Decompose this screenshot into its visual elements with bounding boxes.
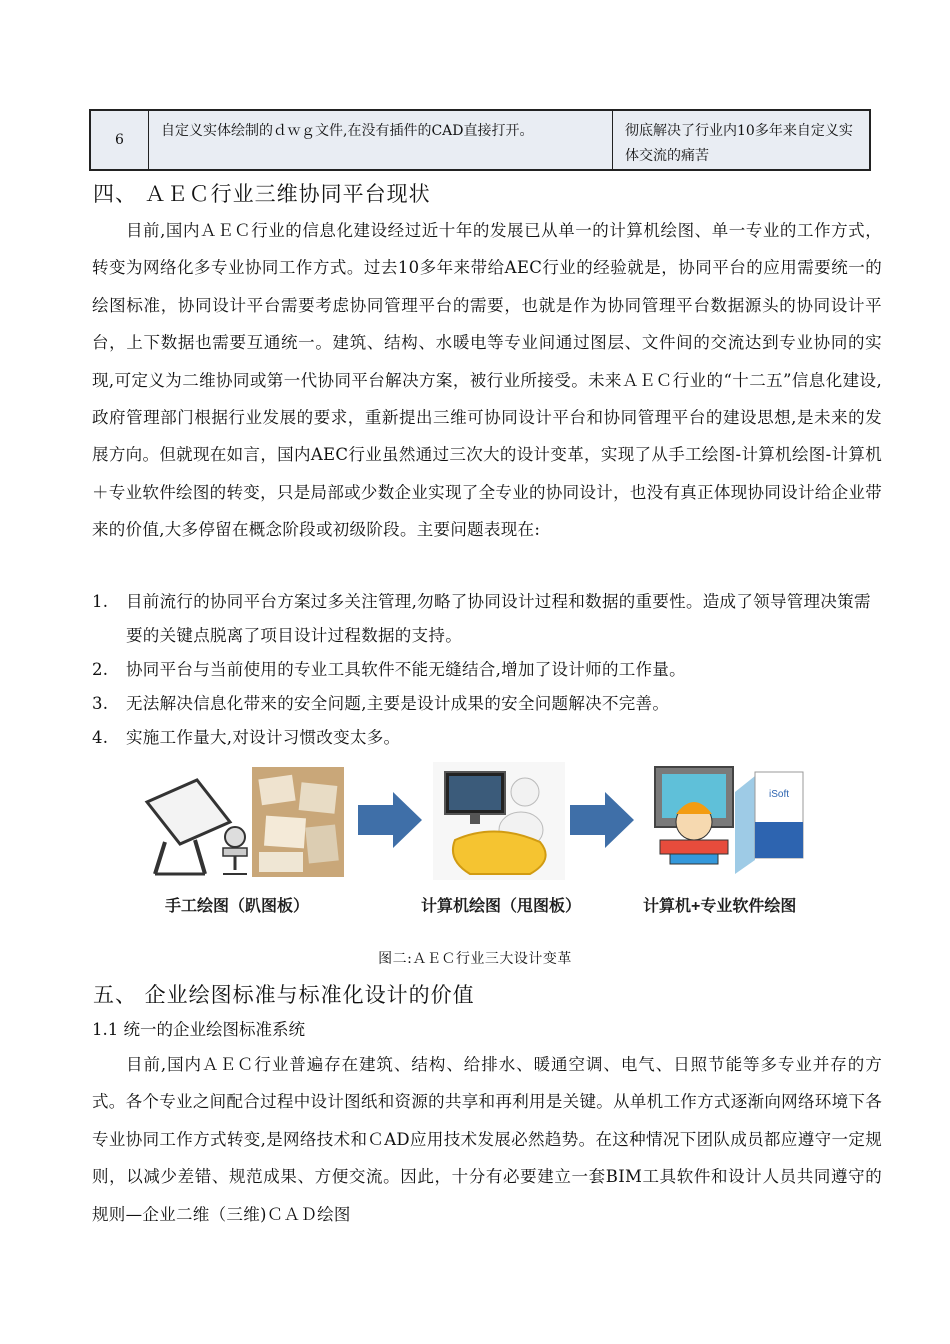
arrow-icon — [358, 792, 422, 848]
software-box-illustration — [735, 772, 803, 874]
software-box-label: iSoft — [768, 789, 790, 800]
section-5-paragraph: 目前,国内ＡＥＣ行业普遍存在建筑、结构、给排水、暖通空调、电气、日照节能等多专业并存的方式。各个专业之间配合过程中设计图纸和资源的共享和再利用是关键。从单机工作方式逐渐向网络环境下各专业协同工作方式转变,是网络技术和ＣAD应用技术发展必然趋势。在这种情况下团队成员都应遵守一定规则，以减少差错、规范成果、方便交流。因此，十分有必要建立一套BIM工具软件和设计人员共同遵守的规则—企业二维（三维)ＣＡＤ绘图 — [92, 1055, 882, 1224]
paper-drawings-photo — [252, 767, 344, 877]
problem-list — [92, 585, 882, 755]
drafting-table-illustration — [135, 762, 250, 880]
list-item: 1. 目前流行的协同平台方案过多关注管理,勿略了协同设计过程和数据的重要性。造成了领导管理决策需要的关键点脱离了项目设计过程数据的支持。 — [92, 592, 871, 645]
software-user-illustration — [655, 767, 733, 864]
row-number: 6 — [91, 111, 149, 169]
section-4-paragraph: 目前,国内ＡＥＣ行业的信息化建设经过近十年的发展已从单一的计算机绘图、单一专业的工作方式，转变为网络化多专业协同工作方式。过去10多年来带给AEC行业的经验就是，协同平台的应用需要统一的绘图标准，协同设计平台需要考虑协同管理平台的需要，也就是作为协同管理平台数据源头的协同设计平台，上下数据也需要互通统一。建筑、结构、水暖电等专业间通过图层、文件间的交流达到专业协同的实现,可定义为二维协同或第一代协同平台解决方案，被行业所接受。未来ＡＥＣ行业的“十二五”信息化建设,政府管理部门根据行业发展的要求，重新提出三维可协同设计平台和协同管理平台的建设思想,是未来的发展方向。但就现在如言，国内AEC行业虽然通过三次大的设计变革，实现了从手工绘图-计算机绘图-计算机＋专业软件绘图的转变，只是局部或少数企业实现了全专业的协同设计，也没有真正体现协同设计给企业带来的价值,大多停留在概念阶段或初级阶段。主要问题表现在: — [92, 221, 882, 540]
figure-label-software: 计算机+专业软件绘图 — [643, 898, 797, 915]
list-item: 4. 实施工作量大,对设计习惯改变太多。 — [92, 728, 401, 747]
arrow-icon — [570, 792, 634, 848]
section-5-subtitle: 1.1 统一的企业绘图标准系统 — [92, 1020, 305, 1039]
list-item: 3. 无法解决信息化带来的安全问题,主要是设计成果的安全问题解决不完善。 — [92, 694, 670, 713]
computer-user-illustration — [433, 762, 565, 880]
section-4-title: 四、 ＡＥＣ行业三维协同平台现状 — [93, 182, 431, 206]
list-item: 2. 协同平台与当前使用的专业工具软件不能无缝结合,增加了设计师的工作量。 — [92, 660, 686, 679]
section-5-title: 五、 企业绘图标准与标准化设计的价值 — [93, 983, 475, 1007]
standards-table-row — [89, 109, 871, 171]
figure-label-computer: 计算机绘图（甩图板） — [421, 898, 582, 915]
figure-label-manual: 手工绘图（趴图板） — [165, 898, 310, 915]
row-description: 自定义实体绘制的ｄｗｇ文件,在没有插件的CAD直接打开。 — [149, 111, 613, 169]
row-result: 彻底解决了行业内10多年来自定义实体交流的痛苦 — [625, 123, 853, 164]
figure-caption: 图二:ＡＥＣ行业三大设计变革 — [378, 951, 572, 967]
